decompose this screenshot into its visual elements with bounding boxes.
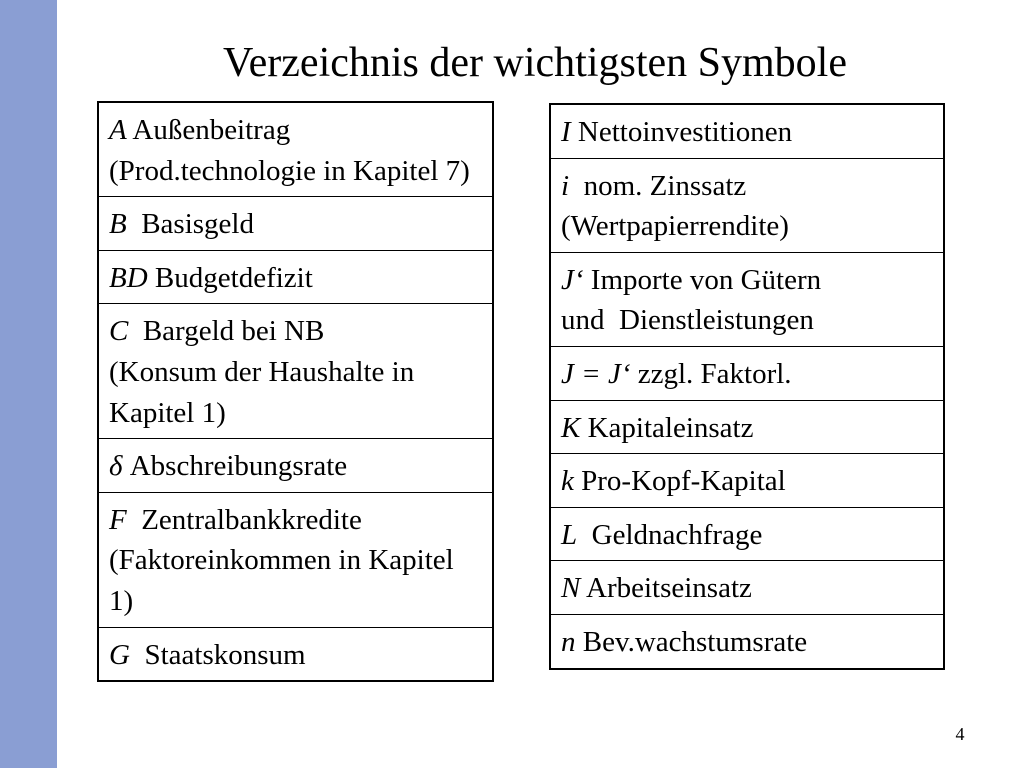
- symbol-cell: [98, 627, 493, 681]
- symbol-detail: (Prod.technologie in Kapitel 7): [109, 154, 470, 187]
- symbol-cell: [550, 454, 944, 508]
- symbol-description: Importe von Gütern: [590, 263, 822, 296]
- symbol-spacing: [630, 358, 637, 390]
- symbol-spacing: [128, 315, 143, 347]
- symbol: C: [109, 315, 129, 348]
- symbol-description: zzgl. Faktorl.: [637, 357, 792, 390]
- symbol-spacing: [148, 262, 155, 294]
- table-row: [98, 627, 493, 681]
- symbol-description: Nettoinvestitionen: [577, 116, 793, 148]
- symbol: B: [109, 208, 127, 241]
- symbol-cell: [550, 252, 944, 346]
- table-row: [550, 454, 944, 508]
- table-row: [98, 102, 493, 197]
- symbol-detail: (Konsum der Haushalte in Kapitel 1): [109, 355, 422, 429]
- symbol-spacing: [577, 519, 592, 551]
- symbol-cell: [98, 250, 493, 304]
- symbol-description: Staatskonsum: [144, 638, 306, 671]
- symbol-description: Basisgeld: [141, 208, 254, 241]
- symbol: J = J‘: [561, 357, 631, 390]
- symbol: δ: [109, 450, 123, 483]
- symbol: i: [561, 169, 570, 202]
- symbol-description: Budgetdefizit: [154, 261, 313, 294]
- symbol-cell: [550, 561, 944, 615]
- symbol-spacing: [584, 264, 591, 296]
- table-row: [550, 158, 944, 252]
- symbol-cell: [98, 304, 493, 439]
- symbol-table-right: [549, 103, 945, 670]
- symbol-description: Kapitaleinsatz: [587, 411, 754, 444]
- symbol: n: [561, 625, 576, 658]
- symbol-detail: und Dienstleistungen: [561, 304, 814, 337]
- symbol-spacing: [127, 504, 142, 536]
- table-row: [550, 614, 944, 668]
- table-row: [98, 250, 493, 304]
- symbol-cell: [550, 158, 944, 252]
- table-row: [550, 561, 944, 615]
- table-row: [550, 507, 944, 561]
- symbol: BD: [109, 261, 148, 294]
- symbol-description: Arbeitseinsatz: [586, 572, 752, 605]
- symbol-description: Außenbeitrag: [132, 114, 291, 146]
- symbol-description: Bargeld bei NB: [142, 315, 325, 348]
- symbol-description: Zentralbankkredite: [141, 503, 362, 536]
- symbol-cell: [550, 346, 944, 400]
- symbol-spacing: [580, 412, 587, 444]
- table-row: [550, 400, 944, 454]
- table-row: [98, 439, 493, 493]
- symbol-cell: [550, 104, 944, 158]
- symbol-description: Pro-Kopf-Kapital: [581, 465, 786, 498]
- symbol-cell: [550, 614, 944, 668]
- symbol-description: Geldnachfrage: [591, 518, 763, 551]
- symbol-cell: [550, 400, 944, 454]
- symbol-description: Bev.wachstumsrate: [582, 625, 808, 658]
- symbol: I: [561, 116, 571, 148]
- symbol-detail: (Faktoreinkommen in Kapitel 1): [109, 544, 461, 617]
- symbol-cell: [98, 439, 493, 493]
- table-row: [550, 252, 944, 346]
- table-row: [98, 197, 493, 251]
- page-title: Verzeichnis der wichtigsten Symbole: [222, 40, 847, 86]
- slide-side-bar: [0, 0, 57, 768]
- table-row: [550, 104, 944, 158]
- symbol: k: [561, 465, 574, 498]
- symbol-table-left: [97, 101, 494, 682]
- table-row: [98, 492, 493, 627]
- symbol-spacing: [569, 170, 584, 202]
- symbol-cell: [98, 102, 493, 197]
- symbol-spacing: [127, 208, 142, 240]
- symbol: G: [109, 638, 130, 671]
- symbol: N: [561, 572, 581, 605]
- symbol-cell: [98, 492, 493, 627]
- symbol-cell: [98, 197, 493, 251]
- symbol: F: [109, 503, 127, 536]
- symbol-cell: [550, 507, 944, 561]
- symbol: A: [109, 114, 127, 146]
- symbol-spacing: [130, 639, 145, 671]
- table-row: [550, 346, 944, 400]
- symbol-spacing: [122, 450, 129, 482]
- symbol: K: [561, 411, 581, 444]
- symbol-description: nom. Zinssatz: [583, 169, 747, 202]
- symbol: J‘: [561, 263, 584, 296]
- symbol-spacing: [571, 116, 578, 148]
- symbol: L: [561, 518, 578, 551]
- symbol-spacing: [576, 626, 583, 658]
- symbol-detail: (Wertpapierrendite): [561, 210, 789, 243]
- page-number: 4: [955, 724, 965, 744]
- table-row: [98, 304, 493, 439]
- symbol-description: Abschreibungsrate: [129, 450, 348, 483]
